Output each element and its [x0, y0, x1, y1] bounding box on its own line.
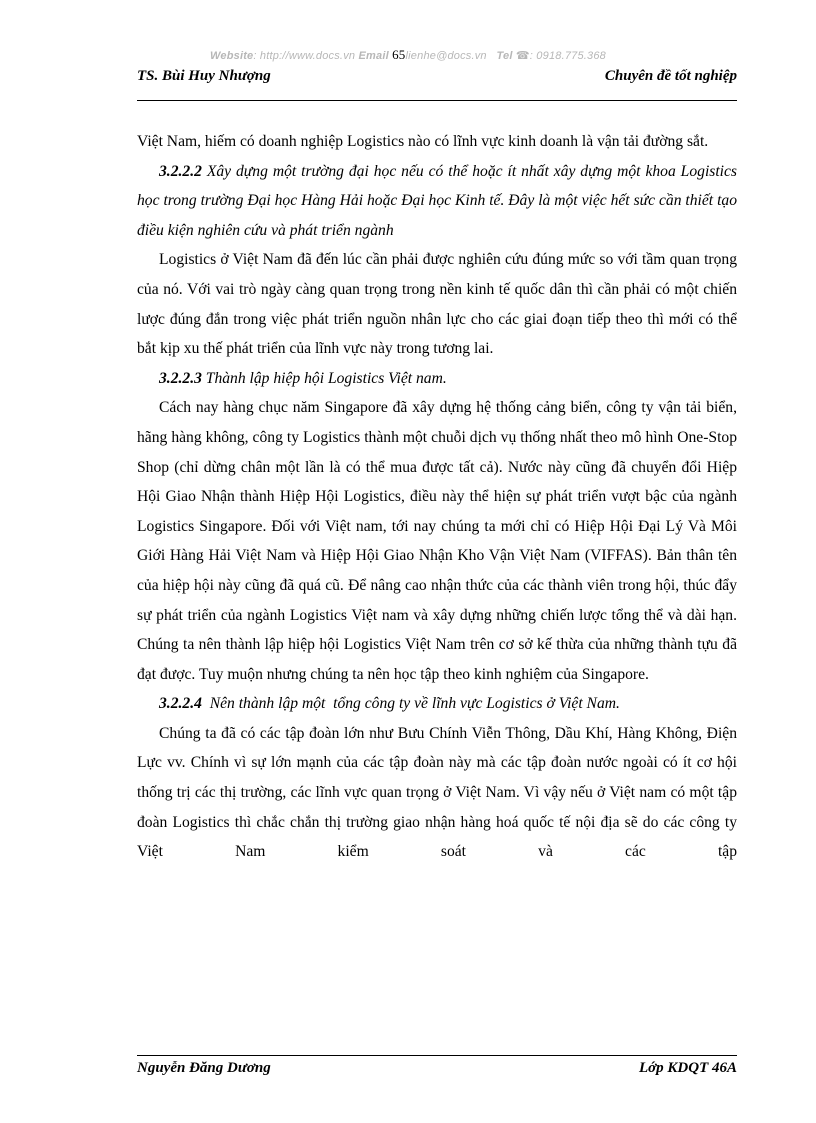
- website-label: Website: [210, 50, 254, 62]
- section-heading-3-2-2-3: [137, 364, 737, 394]
- email-label: Email: [358, 50, 389, 62]
- paragraph-4: Chúng ta đã có các tập đoàn lớn như Bưu Chính Viễn Thông, Dầu Khí, Hàng Không, Điện Lực vv. Chính vì sự lớn mạnh của các tập đoàn này mà các tập đoàn nước ngoài có ít cơ hội thống trị các thị trường, các lĩnh vực quan trọng ở Việt Nam. Vì vậy nếu ở Việt nam có một tập đoàn Logistics thì chắc chắn thị trường giao nhận hàng hoá quốc tế nội địa sẽ do các công ty Việt Nam kiểm soát và các tập: [137, 724, 737, 861]
- section-title: Nên thành lập một tổng công ty về lĩnh vực Logistics ở Việt Nam.: [201, 695, 620, 713]
- section-number: 3.2.2.3: [159, 369, 202, 387]
- section-number: 3.2.2.4: [159, 695, 202, 713]
- watermark: [0, 47, 816, 63]
- tel-value: : 0918.775.368: [529, 50, 606, 62]
- email-value: lienhe@docs.vn: [405, 50, 487, 62]
- paragraph-3: Cách nay hàng chục năm Singapore đã xây dựng hệ thống cảng biển, công ty vận tải biển, hãng hàng không, công ty Logistics thành một chuỗi dịch vụ thống nhất theo mô hình One-Stop Shop (chỉ dừng chân một lần là có thể mua được tất cả). Nước này cũng đã chuyển đổi Hiệp Hội Giao Nhận thành Hiệp Hội Logistics, điều này thể hiện sự phát triển vượt bậc của ngành Logistics Singapore. Đối với Việt nam, tới nay chúng ta mới chỉ có Hiệp Hội Đại Lý Và Môi Giới Hàng Hải Việt Nam và Hiệp Hội Giao Nhận Kho Vận Việt Nam (VIFFAS). Bản thân tên của hiệp hội này cũng đã quá cũ. Để nâng cao nhận thức của các thành viên trong hội, thúc đẩy sự phát triển của ngành Logistics Việt nam và xây dựng những chiến lược tổng thể và dài hạn. Chúng ta nên thành lập hiệp hội Logistics Việt Nam trên cơ sở kế thừa của những thành tựu đã đạt được. Tuy muộn nhưng chúng ta nên học tập theo kinh nghiệm của Singapore.: [137, 399, 737, 683]
- page-number: 65: [392, 47, 406, 62]
- section-title: Xây dựng một trường đại học nếu có thể hoặc ít nhất xây dựng một khoa Logistics học trong trường Đại học Hàng Hải hoặc Đại học Kinh tế. Đây là một việc hết sức cần thiết tạo điều kiện nghiên cứu và phát triển ngành: [137, 162, 737, 239]
- footer-author: Nguyễn Đăng Dương: [137, 1060, 271, 1076]
- section-number: 3.2.2.2: [159, 162, 202, 180]
- header-title: Chuyên đề tốt nghiệp: [604, 68, 737, 84]
- page-body: [137, 127, 737, 867]
- footer-class: Lớp KDQT 46A: [638, 1060, 737, 1076]
- header-author: TS. Bùi Huy Nhượng: [137, 68, 271, 84]
- website-value: : http://www.docs.vn: [253, 50, 356, 62]
- phone-icon: ☎: [515, 50, 530, 62]
- section-title: Thành lập hiệp hội Logistics Việt nam.: [201, 369, 447, 387]
- section-heading-3-2-2-4: [137, 689, 737, 719]
- section-heading-3-2-2-2: [137, 157, 737, 246]
- page-header: [137, 66, 737, 101]
- paragraph-2: Logistics ở Việt Nam đã đến lúc cần phải được nghiên cứu đúng mức so với tầm quan trọng của nó. Với vai trò ngày càng quan trọng trong nền kinh tế quốc dân thì cần phải có một chiến lược đúng đắn trong việc phát triển nguồn nhân lực cho các giai đoạn tiếp theo thì mới có thể bắt kịp xu thế phát triển của lĩnh vực này trong tương lai.: [137, 251, 737, 358]
- tel-label: Tel: [496, 50, 513, 62]
- page-footer: [137, 1055, 737, 1086]
- paragraph-1: Việt Nam, hiếm có doanh nghiệp Logistics nào có lĩnh vực kinh doanh là vận tải đường sắt.: [137, 133, 709, 150]
